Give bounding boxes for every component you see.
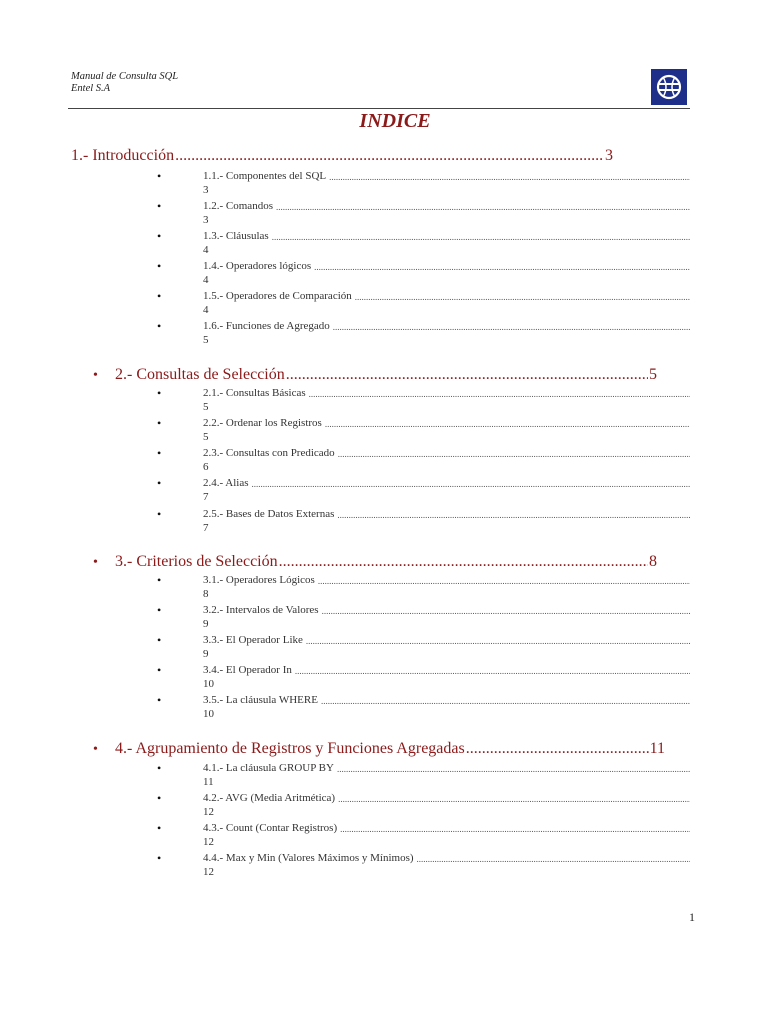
- toc-item[interactable]: [157, 508, 690, 536]
- item-page: 9: [203, 618, 209, 630]
- item-page: 5: [203, 431, 209, 443]
- item-label: 1.3.- Cláusulas: [203, 230, 269, 242]
- item-label: 2.2.- Ordenar los Registros: [203, 417, 322, 429]
- item-label: 3.5.- La cláusula WHERE: [203, 694, 318, 706]
- toc-item[interactable]: [157, 664, 690, 692]
- item-page: 4: [203, 304, 209, 316]
- section-label: 4.- Agrupamiento de Registros y Funciones Agregadas: [115, 740, 465, 757]
- toc-item[interactable]: [157, 230, 690, 258]
- item-label: 2.1.- Consultas Básicas: [203, 387, 306, 399]
- item-label: 1.2.- Comandos: [203, 200, 273, 212]
- item-page: 3: [203, 184, 209, 196]
- dot-leader: [318, 574, 690, 588]
- item-page: 6: [203, 461, 209, 473]
- dot-leader: [279, 553, 648, 571]
- section-label: 2.- Consultas de Selección: [115, 366, 285, 383]
- dot-leader: [276, 200, 690, 214]
- toc-section-4[interactable]: [93, 740, 665, 758]
- toc-item[interactable]: [157, 477, 690, 505]
- section-page: 11: [649, 740, 665, 757]
- bullet-icon: •: [157, 693, 162, 707]
- bullet-icon: •: [157, 507, 162, 521]
- dot-leader: [306, 634, 690, 648]
- bullet-icon: •: [157, 319, 162, 333]
- bullet-icon: •: [157, 446, 162, 460]
- dot-leader: [329, 170, 690, 184]
- toc-item[interactable]: [157, 260, 690, 288]
- bullet-icon: •: [93, 742, 98, 757]
- bullet-icon: •: [157, 416, 162, 430]
- page-title: INDICE: [359, 110, 431, 132]
- toc-item[interactable]: [157, 387, 690, 415]
- item-page: 8: [203, 588, 209, 600]
- dot-leader: [337, 762, 690, 776]
- dot-leader: [314, 260, 690, 274]
- item-label: 3.1.- Operadores Lógicos: [203, 574, 315, 586]
- item-page: 10: [203, 678, 214, 690]
- item-label: 2.5.- Bases de Datos Externas: [203, 508, 335, 520]
- item-page: 7: [203, 522, 209, 534]
- item-page: 10: [203, 708, 214, 720]
- toc-item[interactable]: [157, 290, 690, 318]
- dot-leader: [295, 664, 690, 678]
- dot-leader: [272, 230, 690, 244]
- section-page: 3: [605, 147, 613, 164]
- toc-item[interactable]: [157, 822, 690, 850]
- document-header: [71, 71, 178, 95]
- item-page: 9: [203, 648, 209, 660]
- header-divider: [68, 108, 690, 109]
- toc-item[interactable]: [157, 417, 690, 445]
- item-label: 2.4.- Alias: [203, 477, 249, 489]
- item-label: 4.4.- Max y Min (Valores Máximos y Mínimos): [203, 852, 414, 864]
- bullet-icon: •: [157, 289, 162, 303]
- dot-leader: [355, 290, 690, 304]
- item-label: 1.1.- Componentes del SQL: [203, 170, 327, 182]
- bullet-icon: •: [157, 573, 162, 587]
- dot-leader: [417, 852, 690, 866]
- item-page: 3: [203, 214, 209, 226]
- entel-logo-icon: [651, 69, 687, 105]
- header-title: Manual de Consulta SQL: [71, 71, 179, 82]
- toc-item[interactable]: [157, 574, 690, 602]
- dot-leader: [321, 694, 690, 708]
- dot-leader: [252, 477, 690, 491]
- section-label: 3.- Criterios de Selección: [115, 553, 278, 570]
- dot-leader: [175, 147, 604, 165]
- toc-item[interactable]: [157, 852, 690, 880]
- toc-item[interactable]: [157, 634, 690, 662]
- toc-item[interactable]: [157, 694, 690, 722]
- toc-item[interactable]: [157, 447, 690, 475]
- bullet-icon: •: [93, 368, 98, 383]
- item-page: 12: [203, 866, 214, 878]
- dot-leader: [337, 508, 690, 522]
- dot-leader: [466, 740, 649, 758]
- bullet-icon: •: [157, 476, 162, 490]
- item-page: 5: [203, 401, 209, 413]
- item-label: 1.6.- Funciones de Agregado: [203, 320, 330, 332]
- bullet-icon: •: [157, 229, 162, 243]
- item-page: 11: [203, 776, 214, 788]
- toc-item[interactable]: [157, 170, 690, 198]
- section-label: 1.- Introducción: [71, 147, 175, 164]
- header-company: Entel S.A: [71, 83, 111, 94]
- item-page: 12: [203, 836, 214, 848]
- section-page: 5: [649, 366, 657, 383]
- toc-item[interactable]: [157, 320, 690, 348]
- toc-section-1[interactable]: [71, 147, 613, 165]
- bullet-icon: •: [157, 851, 162, 865]
- item-page: 12: [203, 806, 214, 818]
- item-page: 7: [203, 491, 209, 503]
- dot-leader: [340, 822, 690, 836]
- item-page: 4: [203, 274, 209, 286]
- bullet-icon: •: [157, 761, 162, 775]
- bullet-icon: •: [157, 603, 162, 617]
- bullet-icon: •: [157, 791, 162, 805]
- bullet-icon: •: [157, 199, 162, 213]
- item-label: 1.4.- Operadores lógicos: [203, 260, 312, 272]
- toc-item[interactable]: [157, 762, 690, 790]
- bullet-icon: •: [157, 663, 162, 677]
- toc-section-2[interactable]: [93, 366, 657, 384]
- bullet-icon: •: [93, 555, 98, 570]
- toc-section-3[interactable]: [93, 553, 657, 571]
- bullet-icon: •: [157, 633, 162, 647]
- section-page: 8: [649, 553, 657, 570]
- item-label: 4.2.- AVG (Media Aritmética): [203, 792, 336, 804]
- toc-item[interactable]: [157, 200, 690, 228]
- dot-leader: [338, 447, 690, 461]
- dot-leader: [322, 604, 690, 618]
- page-number: 1: [689, 910, 695, 924]
- item-label: 2.3.- Consultas con Predicado: [203, 447, 335, 459]
- toc-item[interactable]: [157, 604, 690, 632]
- dot-leader: [338, 792, 690, 806]
- item-page: 4: [203, 244, 209, 256]
- item-label: 3.3.- El Operador Like: [203, 634, 303, 646]
- dot-leader: [325, 417, 690, 431]
- item-label: 4.3.- Count (Contar Registros): [203, 822, 338, 834]
- bullet-icon: •: [157, 259, 162, 273]
- dot-leader: [333, 320, 690, 334]
- item-page: 5: [203, 334, 209, 346]
- dot-leader: [286, 366, 648, 384]
- item-label: 3.4.- El Operador In: [203, 664, 292, 676]
- item-label: 4.1.- La cláusula GROUP BY: [203, 762, 334, 774]
- toc-item[interactable]: [157, 792, 690, 820]
- item-label: 3.2.- Intervalos de Valores: [203, 604, 319, 616]
- bullet-icon: •: [157, 386, 162, 400]
- item-label: 1.5.- Operadores de Comparación: [203, 290, 352, 302]
- bullet-icon: •: [157, 821, 162, 835]
- dot-leader: [309, 387, 690, 401]
- bullet-icon: •: [157, 169, 162, 183]
